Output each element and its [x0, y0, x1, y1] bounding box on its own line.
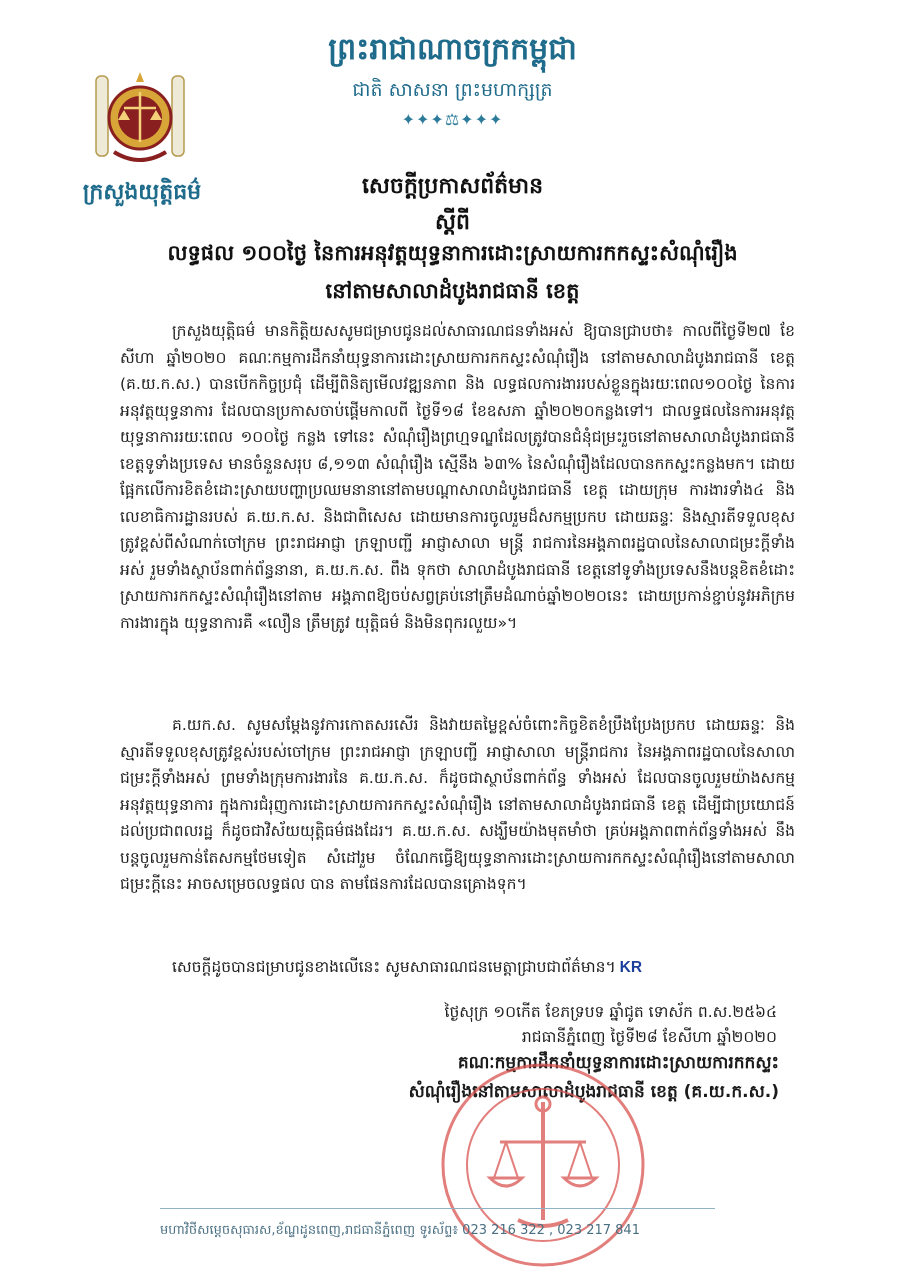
- national-motto: ជាតិ សាសនា ព្រះមហាក្សត្រ: [352, 79, 553, 101]
- body-paragraph-3: [172, 957, 772, 980]
- footer-address: មហាវិថីសម្ដេចសុធារស,ខ័ណ្ឌដូនពេញ,រាជធានីភ្នំពេញ ទូរស័ព្ទ៖ 023 216 322 , 023 217 841: [160, 1223, 640, 1238]
- committee-name-line2: សំណុំរឿងនៅតាមសាលាដំបូងរាជធានី ខេត្ត (គ.យ.ក.ស.): [408, 1082, 779, 1102]
- kingdom-heading: ព្រះរាជាណាចក្រកម្ពុជា: [328, 32, 577, 67]
- handwritten-initials: KR: [619, 959, 643, 976]
- title-about: ស្ដីពី: [435, 209, 470, 235]
- footer-divider: [160, 1208, 715, 1209]
- header-ornament: ✦✦✦⚖✦✦✦: [401, 110, 504, 129]
- issue-date: រាជធានីភ្នំពេញ ថ្ងៃទី២៨ ខែសីហា ឆ្នាំ២០២០: [521, 1028, 777, 1046]
- body-paragraph-2: គ.យក.ស. សូមសម្ដែងនូវការកោតសរសើរ និងវាយតម្លៃខ្ពស់ចំពោះកិច្ចខិតខំប្រឹងប្រែងប្រកប ដោយឆន្ទៈ និងស្មារតីទទួលខុសត្រូវខ្ពស់របស់ចៅក្រម ព្រះរាជអាជ្ញា ក្រឡាបញ្ជី អាជ្ញាសាលា មន្ត្រីរាជការ នៃអង្គភាពរដ្ឋបាលនៃសាលាជម្រះក្ដីទាំងអស់ ព្រមទាំងក្រុមការងារនៃ គ.យ.ក.ស. ក៏ដូចជាស្ថាប័នពាក់ព័ន្ធ ទាំងអស់ ដែលបានចូលរួមយ៉ាងសកម្មអនុវត្តយុទ្ធនាការ ក្នុងការជំរុញការដោះស្រាយការកកស្ទះសំណុំរឿង នៅតាមសាលាដំបូងរាជធានី ខេត្ត ដើម្បីជាប្រយោជន៍ដល់ប្រជាពលរដ្ឋ ក៏ដូចជាវិស័យយុត្តិធម៌ផងដែរ។ គ.យ.ក.ស. សង្ឃឹមយ៉ាងមុតមាំថា គ្រប់អង្គភាពពាក់ព័ន្ធទាំងអស់ នឹងបន្តចូលរួមកាន់តែសកម្មថែមទៀត សំដៅរួម ចំណែកធ្វើឱ្យយុទ្ធនាការដោះស្រាយការកកស្ទះសំណុំរឿងនៅតាមសាលាជម្រះក្ដីនេះ អាចសម្រេចលទ្ធផល បាន តាមផែនការដែលបានគ្រោងទុក។: [120, 716, 795, 893]
- body-paragraph-1: ក្រសួងយុត្តិធម៌ មានកិត្តិយសសូមជម្រាបជូនដល់សាធារណជនទាំងអស់ ឱ្យបានជ្រាបថា៖ កាលពីថ្ងៃទី២៧ ខែសីហា ឆ្នាំ២០២០ គណៈកម្មការដឹកនាំយុទ្ធនាការដោះស្រាយការកកស្ទះសំណុំរឿង នៅតាមសាលាដំបូងរាជធានី ខេត្ត (គ.យ.ក.ស.) បានបើកកិច្ចប្រជុំ ដើម្បីពិនិត្យមើលវឌ្ឍនភាព និង លទ្ធផលការងាររបស់ខ្លួនក្នុងរយៈពេល១០០ថ្ងៃ នៃការអនុវត្តយុទ្ធនាការ ដែលបានប្រកាសចាប់ផ្ដើមកាលពី ថ្ងៃទី១៨ ខែឧសភា ឆ្នាំ២០២០កន្លងទៅ។ ជាលទ្ធផលនៃការអនុវត្តយុទ្ធនាការរយៈពេល ១០០ថ្ងៃ កន្លង ទៅនេះ សំណុំរឿងព្រហ្មទណ្ឌដែលត្រូវបានជំនុំជម្រះរួចនៅតាមសាលាដំបូងរាជធានី ខេត្តទូទាំងប្រទេស មានចំនួនសរុប ៨,១១៣ សំណុំរឿង ស្មើនឹង ៦៣% នៃសំណុំរឿងដែលបានកកស្ទះកន្លងមក។ ដោយ ផ្អែកលើការខិតខំដោះស្រាយបញ្ហាប្រឈមនានានៅតាមបណ្ដាសាលាដំបូងរាជធានី ខេត្ត ដោយក្រុម ការងារទាំង៤ និងលេខាធិការដ្ឋានរបស់ គ.យ.ក.ស. និងជាពិសេស ដោយមានការចូលរួមដ៏សកម្មប្រកប ដោយឆន្ទៈ និងស្មារតីទទួលខុសត្រូវខ្ពស់ពីសំណាក់ចៅក្រម ព្រះរាជអាជ្ញា ក្រឡាបញ្ជី អាជ្ញាសាលា មន្ត្រី រាជការនៃអង្គភាពរដ្ឋបាលនៃសាលាជម្រះក្ដីទាំងអស់ រួមទាំងស្ថាប័នពាក់ព័ន្ធនានា, គ.យ.ក.ស. ពឹង ទុកថា សាលាដំបូងរាជធានី ខេត្តនៅទូទាំងប្រទេសនឹងបន្តខិតខំដោះស្រាយការកកស្ទះសំណុំរឿងនៅតាម អង្គភាពឱ្យចប់សព្វគ្រប់នៅត្រឹមដំណាច់ឆ្នាំ២០២០នេះ ដោយប្រកាន់ខ្ជាប់នូវអភិក្រមការងារក្នុង យុទ្ធនាការគឺ «លឿន ត្រឹមត្រូវ យុត្តិធម៌ និងមិនពុករលួយ»។: [120, 322, 795, 632]
- committee-name-line1: គណៈកម្មការដឹកនាំយុទ្ធនាការដោះស្រាយការកកស្ទះ: [457, 1053, 779, 1073]
- ministry-name: ក្រសួងយុត្តិធម៌: [82, 179, 202, 205]
- title-subject-line1: លទ្ធផល ១០០ថ្ងៃ នៃការអនុវត្តយុទ្ធនាការដោះស្រាយការកកស្ទះសំណុំរឿង: [167, 240, 738, 265]
- lunar-date: ថ្ងៃសុក្រ ១០កើត ខែភទ្របទ ឆ្នាំជូត ទោស័ក ព.ស.២៥៦៤: [444, 1003, 777, 1021]
- title-subject-line2: នៅតាមសាលាដំបូងរាជធានី ខេត្ត: [325, 278, 580, 303]
- document-title: សេចក្ដីប្រកាសព័ត៌មាន: [361, 173, 544, 199]
- ministry-of-justice-emblem-icon: [92, 68, 188, 172]
- closing-sentence: សេចក្ដីដូចបានជម្រាបជូនខាងលើនេះ សូមសាធារណជនមេត្តាជ្រាបជាព័ត៌មាន។: [172, 958, 616, 976]
